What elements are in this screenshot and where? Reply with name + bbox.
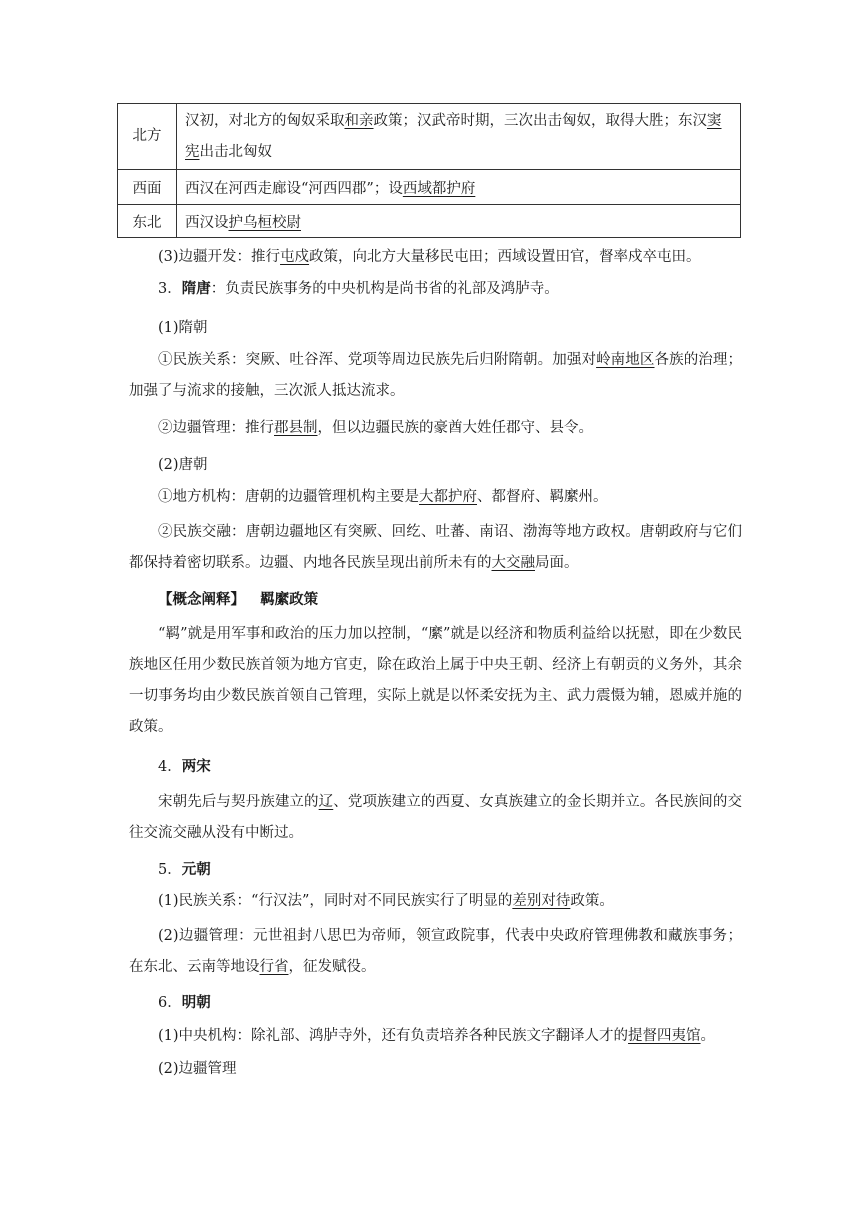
subheading-ming-frontier: (2)边疆管理 <box>158 1061 237 1077</box>
policy-cell <box>177 205 741 238</box>
underlined-term: 提督四夷馆 <box>628 1028 701 1044</box>
paragraph-tang-institutions: ①地方机构：唐朝的边疆管理机构主要是大都护府、都督府、羁縻州。 <box>158 489 608 505</box>
table-row <box>118 104 741 170</box>
paragraph-sui-management: ②边疆管理：推行郡县制，但以边疆民族的豪酋大姓任郡守、县令。 <box>158 420 593 436</box>
policy-cell <box>177 170 741 205</box>
subheading-sui: (1)隋朝 <box>158 320 208 336</box>
paragraph-yuan-relations: (1)民族关系：“行汉法”，同时对不同民族实行了明显的差别对待政策。 <box>158 893 614 909</box>
underlined-term: 屯戍 <box>280 249 310 265</box>
paragraph-tang-integration: ②民族交融：唐朝边疆地区有突厥、回纥、吐蕃、南诏、渤海等地方政权。唐朝政府与它们都保持着密切联系。边疆、内地各民族呈现出前所未有的大交融局面。 <box>129 524 742 571</box>
underlined-term: 大交融 <box>491 555 535 571</box>
cell-text: 出击北匈奴 <box>199 143 272 160</box>
cell-text: 政策；汉武帝时期，三次出击匈奴，取得大胜；东汉 <box>373 112 707 129</box>
region-cell: 北方 <box>118 104 177 170</box>
paragraph-yuan-management: (2)边疆管理：元世祖封八思巴为帝师，领宣政院事，代表中央政府管理佛教和藏族事务；在东北、云南等地设行省，征发赋役。 <box>129 928 742 975</box>
underlined-term: 护乌桓校尉 <box>228 214 301 231</box>
table-row <box>118 205 741 238</box>
paragraph-ming-central: (1)中央机构：除礼部、鸿胪寺外，还有负责培养各种民族文字翻译人才的提督四夷馆。 <box>158 1028 716 1044</box>
heading-song: 4．两宋 <box>158 758 211 775</box>
cell-text: 汉初，对北方的匈奴采取 <box>185 112 345 129</box>
underlined-term: 辽 <box>318 794 334 810</box>
region-cell: 西面 <box>118 170 177 205</box>
cell-text: 西汉设 <box>185 214 229 231</box>
underlined-term: 行省 <box>259 959 289 975</box>
underlined-term: 窦宪 <box>185 112 722 160</box>
cell-text: 西汉在河西走廊设“河西四郡”；设 <box>185 180 403 197</box>
heading-ming: 6．明朝 <box>158 994 211 1011</box>
region-cell: 东北 <box>118 205 177 238</box>
paragraph-sui-relations: ①民族关系：突厥、吐谷浑、党项等周边民族先后归附隋朝。加强对岭南地区各族的治理；加强了与流求的接触，三次派人抵达流求。 <box>129 352 743 399</box>
concept-heading: 【概念阐释】 羁縻政策 <box>158 592 319 608</box>
underlined-term: 西域都护府 <box>402 180 476 197</box>
subheading-tang: (2)唐朝 <box>158 457 208 473</box>
table-row <box>118 170 741 205</box>
paragraph-frontier-development: (3)边疆开发：推行屯戍政策，向北方大量移民屯田；西域设置田官，督率戍卒屯田。 <box>158 249 701 265</box>
paragraph-song: 宋朝先后与契丹族建立的辽、党项族建立的西夏、女真族建立的金长期并立。各民族间的交往交流交融从没有中断过。 <box>129 794 743 841</box>
heading-yuan: 5．元朝 <box>158 861 211 878</box>
underlined-term: 大都护府 <box>419 489 477 505</box>
heading-sui-tang: 3．隋唐：负责民族事务的中央机构是尚书省的礼部及鸿胪寺。 <box>158 280 559 297</box>
underlined-term: 岭南地区 <box>596 352 655 368</box>
underlined-term: 和亲 <box>344 112 374 129</box>
border-management-table <box>117 103 741 238</box>
policy-cell <box>177 104 741 170</box>
concept-explanation: “羁”就是用军事和政治的压力加以控制，“縻”就是以经济和物质利益给以抚慰，即在少数民族地区任用少数民族首领为地方官吏，除在政治上属于中央王朝、经济上有朝贡的义务外，其余一切事务均由少数民族首领自己管理，实际上就是以怀柔安抚为主、武力震慑为辅，恩威并施的政策。 <box>129 626 742 735</box>
underlined-term: 郡县制 <box>274 420 318 436</box>
underlined-term: 差别对待 <box>512 893 571 909</box>
